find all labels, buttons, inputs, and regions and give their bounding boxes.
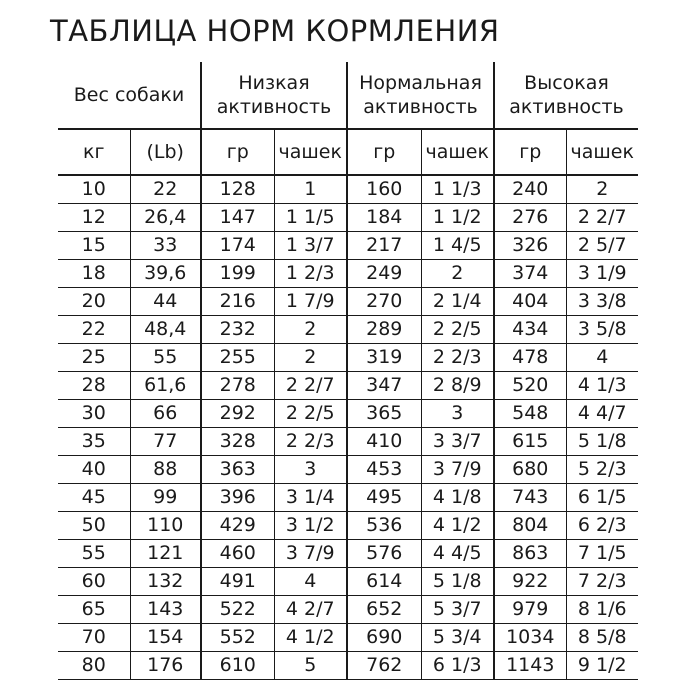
- cell-high-cups: 3 3/8: [566, 288, 638, 316]
- cell-normal-grams: 410: [347, 428, 421, 456]
- cell-low-grams: 199: [201, 260, 274, 288]
- cell-kg: 25: [58, 344, 130, 372]
- cell-normal-grams: 217: [347, 232, 421, 260]
- cell-normal-grams: 160: [347, 175, 421, 204]
- header-dog-weight: Вес собаки: [73, 84, 185, 106]
- header-low-line1: Низкая: [238, 72, 310, 94]
- table-row: [58, 540, 638, 568]
- cell-lb: 88: [130, 456, 201, 484]
- cell-kg: 22: [58, 316, 130, 344]
- header-normal-activity: [347, 62, 494, 129]
- unit-high-cups: чашек: [566, 129, 638, 175]
- cell-normal-grams: 365: [347, 400, 421, 428]
- table-row: [58, 484, 638, 512]
- cell-normal-grams: 495: [347, 484, 421, 512]
- cell-lb: 66: [130, 400, 201, 428]
- cell-kg: 40: [58, 456, 130, 484]
- cell-lb: 132: [130, 568, 201, 596]
- cell-high-grams: 615: [494, 428, 566, 456]
- cell-low-cups: 2: [274, 344, 347, 372]
- cell-lb: 99: [130, 484, 201, 512]
- cell-lb: 121: [130, 540, 201, 568]
- cell-low-grams: 174: [201, 232, 274, 260]
- cell-normal-grams: 249: [347, 260, 421, 288]
- cell-normal-grams: 319: [347, 344, 421, 372]
- cell-low-cups: 4: [274, 568, 347, 596]
- cell-low-cups: 5: [274, 652, 347, 680]
- cell-kg: 28: [58, 372, 130, 400]
- cell-normal-cups: 2: [421, 260, 494, 288]
- cell-high-cups: 5 2/3: [566, 456, 638, 484]
- table-row: [58, 624, 638, 652]
- cell-normal-grams: 270: [347, 288, 421, 316]
- cell-high-cups: 6 1/5: [566, 484, 638, 512]
- cell-normal-cups: 5 1/8: [421, 568, 494, 596]
- table-row: [58, 288, 638, 316]
- cell-high-cups: 6 2/3: [566, 512, 638, 540]
- cell-high-cups: 2: [566, 175, 638, 204]
- cell-low-cups: 1: [274, 175, 347, 204]
- table-row: [58, 372, 638, 400]
- cell-kg: 18: [58, 260, 130, 288]
- cell-low-grams: 396: [201, 484, 274, 512]
- table-row: [58, 568, 638, 596]
- unit-header-row: [58, 129, 638, 175]
- cell-high-grams: 548: [494, 400, 566, 428]
- table-row: [58, 204, 638, 232]
- cell-low-cups: 1 7/9: [274, 288, 347, 316]
- cell-high-grams: 276: [494, 204, 566, 232]
- cell-kg: 45: [58, 484, 130, 512]
- cell-high-grams: 680: [494, 456, 566, 484]
- cell-high-grams: 520: [494, 372, 566, 400]
- cell-high-cups: 7 2/3: [566, 568, 638, 596]
- cell-low-grams: 278: [201, 372, 274, 400]
- cell-normal-cups: 4 1/2: [421, 512, 494, 540]
- cell-high-grams: 743: [494, 484, 566, 512]
- cell-low-cups: 1 1/5: [274, 204, 347, 232]
- cell-low-grams: 363: [201, 456, 274, 484]
- cell-normal-cups: 5 3/7: [421, 596, 494, 624]
- cell-normal-cups: 3 3/7: [421, 428, 494, 456]
- unit-lb: (Lb): [130, 129, 201, 175]
- cell-high-grams: 922: [494, 568, 566, 596]
- cell-kg: 15: [58, 232, 130, 260]
- cell-normal-cups: 6 1/3: [421, 652, 494, 680]
- table-row: [58, 175, 638, 204]
- table-row: [58, 344, 638, 372]
- cell-high-cups: 9 1/2: [566, 652, 638, 680]
- cell-high-grams: 863: [494, 540, 566, 568]
- cell-kg: 65: [58, 596, 130, 624]
- cell-normal-cups: 4 1/8: [421, 484, 494, 512]
- cell-lb: 26,4: [130, 204, 201, 232]
- cell-low-cups: 3 7/9: [274, 540, 347, 568]
- cell-high-grams: 1143: [494, 652, 566, 680]
- cell-low-cups: 2 2/5: [274, 400, 347, 428]
- cell-kg: 60: [58, 568, 130, 596]
- cell-high-grams: 434: [494, 316, 566, 344]
- table-row: [58, 512, 638, 540]
- cell-low-grams: 216: [201, 288, 274, 316]
- cell-low-grams: 522: [201, 596, 274, 624]
- cell-low-cups: 2: [274, 316, 347, 344]
- unit-low-grams: гр: [201, 129, 274, 175]
- header-high-line2: активность: [509, 96, 624, 118]
- table-row: [58, 652, 638, 680]
- cell-low-grams: 232: [201, 316, 274, 344]
- cell-lb: 110: [130, 512, 201, 540]
- cell-high-grams: 326: [494, 232, 566, 260]
- cell-high-grams: 478: [494, 344, 566, 372]
- cell-high-grams: 374: [494, 260, 566, 288]
- cell-low-cups: 4 1/2: [274, 624, 347, 652]
- cell-lb: 77: [130, 428, 201, 456]
- cell-high-grams: 804: [494, 512, 566, 540]
- cell-high-cups: 4: [566, 344, 638, 372]
- cell-high-grams: 1034: [494, 624, 566, 652]
- cell-normal-cups: 3: [421, 400, 494, 428]
- cell-low-grams: 128: [201, 175, 274, 204]
- cell-low-grams: 255: [201, 344, 274, 372]
- cell-normal-cups: 2 8/9: [421, 372, 494, 400]
- cell-low-cups: 3 1/2: [274, 512, 347, 540]
- table-row: [58, 316, 638, 344]
- unit-low-cups: чашек: [274, 129, 347, 175]
- table-row: [58, 400, 638, 428]
- cell-normal-cups: 1 1/2: [421, 204, 494, 232]
- cell-high-grams: 979: [494, 596, 566, 624]
- cell-normal-grams: 289: [347, 316, 421, 344]
- header-low-activity: [201, 62, 347, 129]
- cell-low-grams: 491: [201, 568, 274, 596]
- cell-kg: 80: [58, 652, 130, 680]
- cell-high-cups: 4 1/3: [566, 372, 638, 400]
- cell-high-cups: 8 5/8: [566, 624, 638, 652]
- cell-low-cups: 2 2/3: [274, 428, 347, 456]
- cell-low-cups: 4 2/7: [274, 596, 347, 624]
- cell-normal-cups: 1 4/5: [421, 232, 494, 260]
- cell-low-grams: 429: [201, 512, 274, 540]
- unit-normal-grams: гр: [347, 129, 421, 175]
- cell-normal-cups: 4 4/5: [421, 540, 494, 568]
- cell-normal-grams: 690: [347, 624, 421, 652]
- unit-kg: кг: [58, 129, 130, 175]
- cell-high-grams: 240: [494, 175, 566, 204]
- table-row: [58, 260, 638, 288]
- cell-normal-grams: 576: [347, 540, 421, 568]
- cell-lb: 176: [130, 652, 201, 680]
- cell-normal-grams: 536: [347, 512, 421, 540]
- cell-low-cups: 1 2/3: [274, 260, 347, 288]
- cell-kg: 70: [58, 624, 130, 652]
- cell-lb: 143: [130, 596, 201, 624]
- header-normal-line2: активность: [363, 96, 478, 118]
- header-normal-line1: Нормальная: [359, 72, 482, 94]
- cell-high-cups: 4 4/7: [566, 400, 638, 428]
- cell-normal-cups: 2 2/3: [421, 344, 494, 372]
- cell-normal-cups: 3 7/9: [421, 456, 494, 484]
- cell-low-grams: 292: [201, 400, 274, 428]
- cell-high-cups: 3 1/9: [566, 260, 638, 288]
- table-row: [58, 596, 638, 624]
- cell-low-grams: 328: [201, 428, 274, 456]
- cell-kg: 35: [58, 428, 130, 456]
- cell-normal-cups: 2 2/5: [421, 316, 494, 344]
- cell-low-cups: 3 1/4: [274, 484, 347, 512]
- group-header-row: [58, 62, 638, 129]
- header-high-line1: Высокая: [524, 72, 609, 94]
- cell-kg: 10: [58, 175, 130, 204]
- cell-lb: 55: [130, 344, 201, 372]
- cell-high-grams: 404: [494, 288, 566, 316]
- cell-kg: 30: [58, 400, 130, 428]
- table-row: [58, 428, 638, 456]
- header-high-activity: [494, 62, 638, 129]
- cell-normal-grams: 652: [347, 596, 421, 624]
- cell-normal-cups: 1 1/3: [421, 175, 494, 204]
- cell-normal-grams: 453: [347, 456, 421, 484]
- cell-high-cups: 3 5/8: [566, 316, 638, 344]
- header-low-line2: активность: [216, 96, 332, 118]
- cell-lb: 44: [130, 288, 201, 316]
- page-title: ТАБЛИЦА НОРМ КОРМЛЕНИЯ: [50, 14, 500, 48]
- cell-normal-grams: 347: [347, 372, 421, 400]
- cell-lb: 22: [130, 175, 201, 204]
- cell-low-grams: 610: [201, 652, 274, 680]
- table-row: [58, 456, 638, 484]
- cell-high-cups: 5 1/8: [566, 428, 638, 456]
- cell-low-grams: 552: [201, 624, 274, 652]
- cell-lb: 154: [130, 624, 201, 652]
- cell-lb: 33: [130, 232, 201, 260]
- cell-kg: 20: [58, 288, 130, 316]
- cell-low-grams: 147: [201, 204, 274, 232]
- cell-kg: 55: [58, 540, 130, 568]
- cell-normal-cups: 5 3/4: [421, 624, 494, 652]
- cell-high-cups: 2 2/7: [566, 204, 638, 232]
- cell-high-cups: 7 1/5: [566, 540, 638, 568]
- cell-kg: 12: [58, 204, 130, 232]
- cell-normal-grams: 614: [347, 568, 421, 596]
- cell-high-cups: 8 1/6: [566, 596, 638, 624]
- cell-low-cups: 1 3/7: [274, 232, 347, 260]
- cell-normal-grams: 184: [347, 204, 421, 232]
- cell-high-cups: 2 5/7: [566, 232, 638, 260]
- cell-low-cups: 2 2/7: [274, 372, 347, 400]
- unit-high-grams: гр: [494, 129, 566, 175]
- cell-low-grams: 460: [201, 540, 274, 568]
- feeding-norms-table: [58, 62, 638, 680]
- cell-lb: 48,4: [130, 316, 201, 344]
- table-row: [58, 232, 638, 260]
- unit-normal-cups: чашек: [421, 129, 494, 175]
- cell-lb: 61,6: [130, 372, 201, 400]
- cell-kg: 50: [58, 512, 130, 540]
- cell-low-cups: 3: [274, 456, 347, 484]
- cell-normal-grams: 762: [347, 652, 421, 680]
- cell-lb: 39,6: [130, 260, 201, 288]
- cell-normal-cups: 2 1/4: [421, 288, 494, 316]
